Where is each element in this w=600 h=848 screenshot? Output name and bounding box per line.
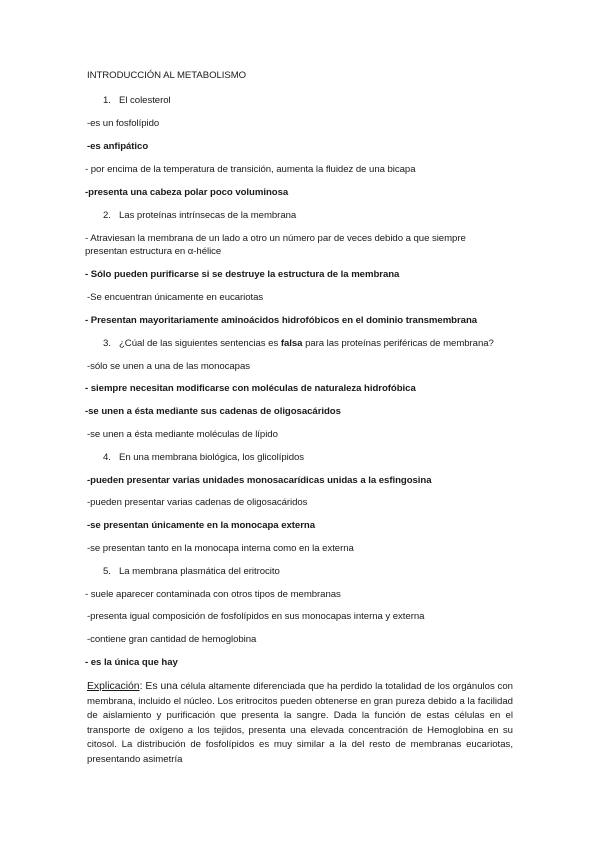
q1-option-3: - por encima de la temperatura de transición, aumenta la fluidez de una bicapa [85,164,416,175]
question-5 [103,566,280,578]
q2-option-4: - Presentan mayoritariamente aminoácidos hidrofóbicos en el dominio transmembrana [85,315,478,326]
explanation-lead: Es una [142,681,178,692]
q1-option-4: -presenta una cabeza polar poco voluminosa [85,187,289,198]
question-number: 4. [103,452,111,463]
q2-option-3: -Se encuentran únicamente en eucariotas [87,292,264,303]
q3-option-1: -sólo se unen a una de las monocapas [87,361,251,372]
q1-option-2: -es anfipático [87,141,149,152]
q3-option-2: - siempre necesitan modificarse con moléculas de naturaleza hidrofóbica [85,383,416,394]
q4-option-3: -se presentan únicamente en la monocapa externa [87,520,315,531]
question-3 [103,338,494,350]
question-text: El colesterol [119,95,171,106]
question-number: 1. [103,95,111,106]
q2-option-1-line-2: presentan estructura en α-hélice [85,246,222,257]
q4-option-4: -se presentan tanto en la monocapa interna como en la externa [87,543,354,554]
q2-option-1-line-1: - Atraviesan la membrana de un lado a otro un número par de veces debido a que siempre [85,233,466,244]
explanation-colon: : [139,681,143,692]
q5-option-1: - suele aparecer contaminada con otros tipos de membranas [85,589,341,600]
question-text-end: para las proteínas periféricas de membrana? [302,338,494,349]
q5-option-4: - es la única que hay [85,657,178,668]
q3-option-4: -se unen a ésta mediante moléculas de lípido [87,429,278,440]
explanation-label: Explicación [87,681,140,692]
question-text: La membrana plasmática del eritrocito [119,566,280,577]
q1-option-1: -es un fosfolípido [87,118,160,129]
q5-option-3: -contiene gran cantidad de hemoglobina [87,634,257,645]
page-title: INTRODUCCIÓN AL METABOLISMO [87,70,247,81]
q5-option-2: -presenta igual composición de fosfolípidos en sus monocapas interna y externa [87,611,425,622]
question-number: 2. [103,210,111,221]
q3-option-3: -se unen a ésta mediante sus cadenas de oligosacáridos [85,406,341,417]
question-number: 5. [103,566,111,577]
explanation-paragraph [87,680,513,768]
question-number: 3. [103,338,111,349]
question-2 [103,210,296,222]
q4-option-1: -pueden presentar varias unidades monosacarídicas unidas a la esfingosina [87,475,432,486]
question-text: ¿Cúal de las siguientes sentencias es [119,338,281,349]
question-1 [103,95,171,107]
q2-option-2: - Sólo pueden purificarse si se destruye la estructura de la membrana [85,269,400,280]
question-text: Las proteínas intrínsecas de la membrana [119,210,297,221]
question-4 [103,452,304,464]
explanation-body: célula altamente diferenciada que ha perdido la totalidad de los orgánulos con membrana, incluido el núcleo. Los eritrocitos pueden obtenerse en gran pureza debido a la facilidad de aislamiento y purificación que presenta la sangre. Dada la función de estas células en el transporte de oxígeno a los tejidos, presenta una elevada concentración de Hemoglobina en su citosol. La distribución de fosfolípidos es muy similar a la del resto de membranas eucariotas, presentando asimetría [87,681,513,765]
q4-option-2: -pueden presentar varias cadenas de oligosacáridos [87,497,308,508]
question-text: En una membrana biológica, los glicolípidos [119,452,305,463]
question-emphasis: falsa [280,338,303,349]
